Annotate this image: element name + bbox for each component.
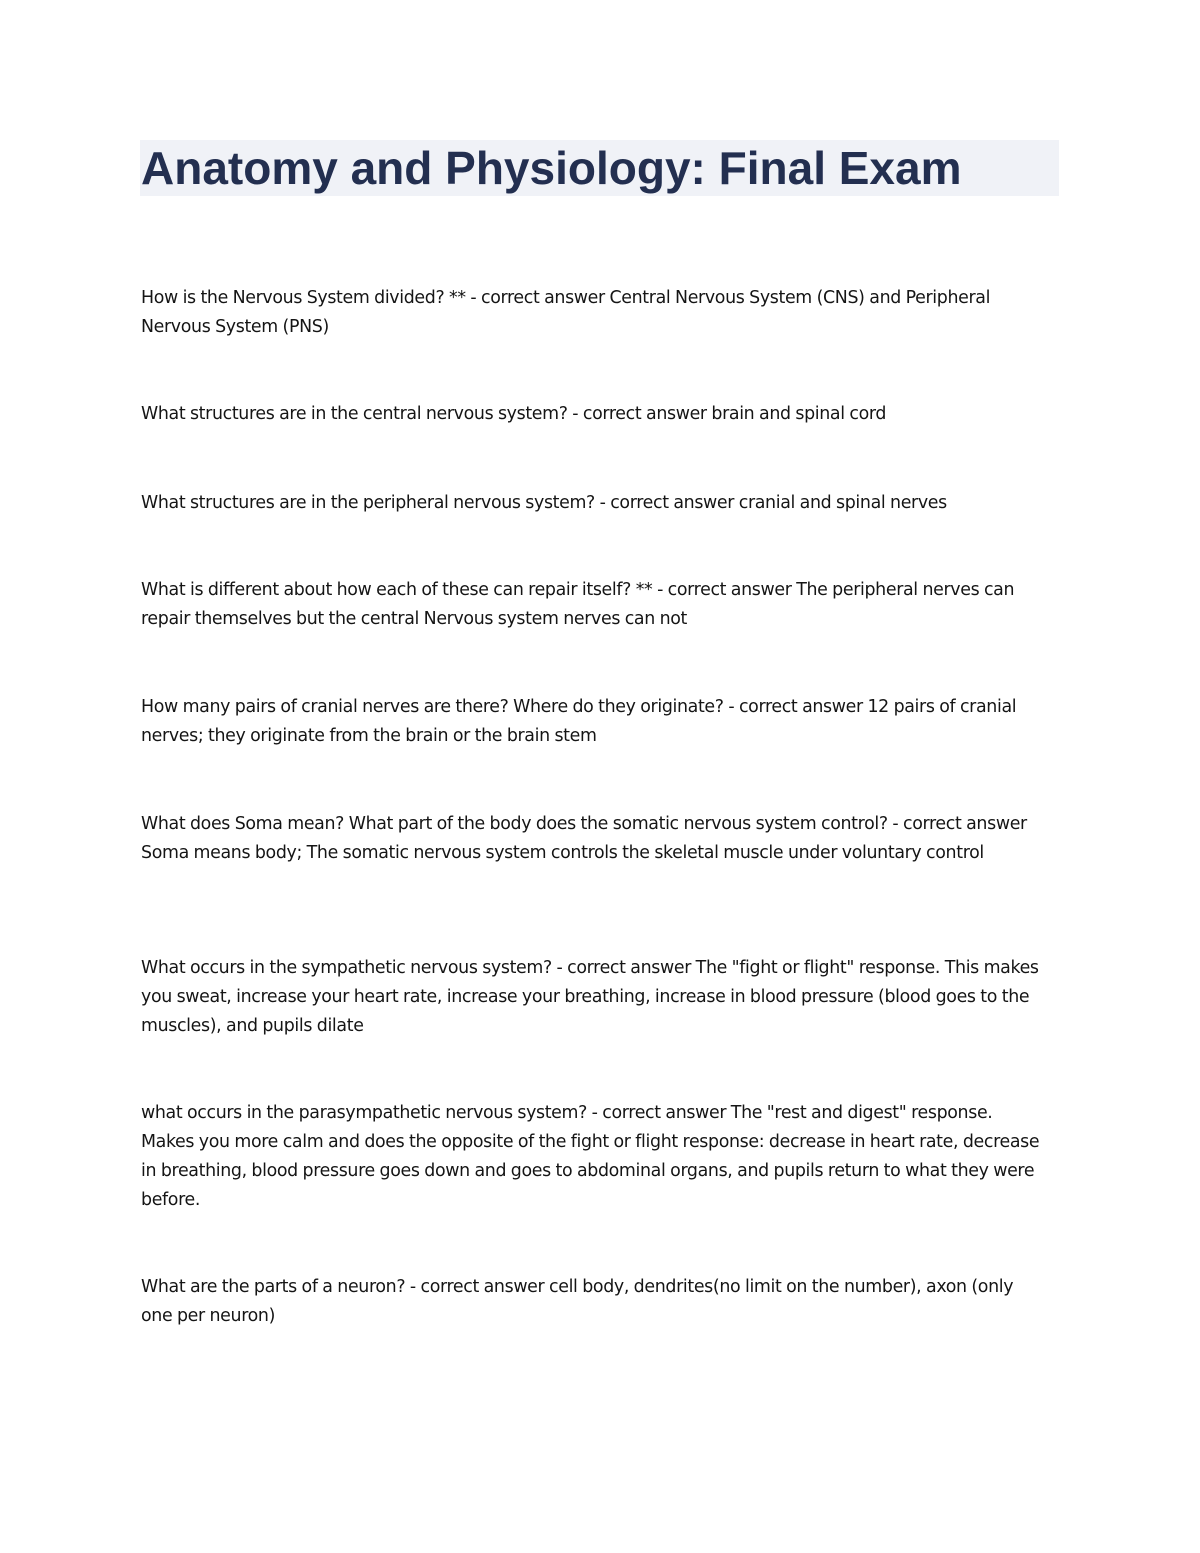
page-title: Anatomy and Physiology: Final Exam [141,142,962,194]
qa-item-cns-structures: What structures are in the central nervous system? - correct answer brain and spinal cord [141,404,887,424]
qa-item-cranial-nerves: How many pairs of cranial nerves are there? Where do they originate? - correct answer 12 pairs of cranial nerves; they originate from the brain or the brain stem [141,697,1017,746]
qa-item-nervous-system-division: How is the Nervous System divided? ** - correct answer Central Nervous System (CNS) and Peripheral Nervous System (PNS) [141,288,991,337]
qa-item-sympathetic: What occurs in the sympathetic nervous system? - correct answer The "fight or flight" response. This makes you sweat, increase your heart rate, increase your breathing, increase in blood pressure (blood goes to the muscles), and pupils dilate [141,958,1039,1036]
qa-item-pns-structures: What structures are in the peripheral nervous system? - correct answer cranial and spinal nerves [141,493,947,513]
qa-item-soma: What does Soma mean? What part of the body does the somatic nervous system control? - correct answer Soma means body; The somatic nervous system controls the skeletal muscle under voluntary control [141,814,1027,863]
qa-item-repair: What is different about how each of these can repair itself? ** - correct answer The peripheral nerves can repair themselves but the central Nervous system nerves can not [141,580,1015,629]
qa-item-neuron-parts: What are the parts of a neuron? - correct answer cell body, dendrites(no limit on the number), axon (only one per neuron) [141,1277,1014,1326]
qa-item-parasympathetic: what occurs in the parasympathetic nervous system? - correct answer The "rest and digest" response. Makes you more calm and does the opposite of the fight or flight response: decrease in heart rate, decrease in breathing, blood pressure goes down and goes to abdominal organs, and pupils return to what they were before. [141,1103,1040,1210]
